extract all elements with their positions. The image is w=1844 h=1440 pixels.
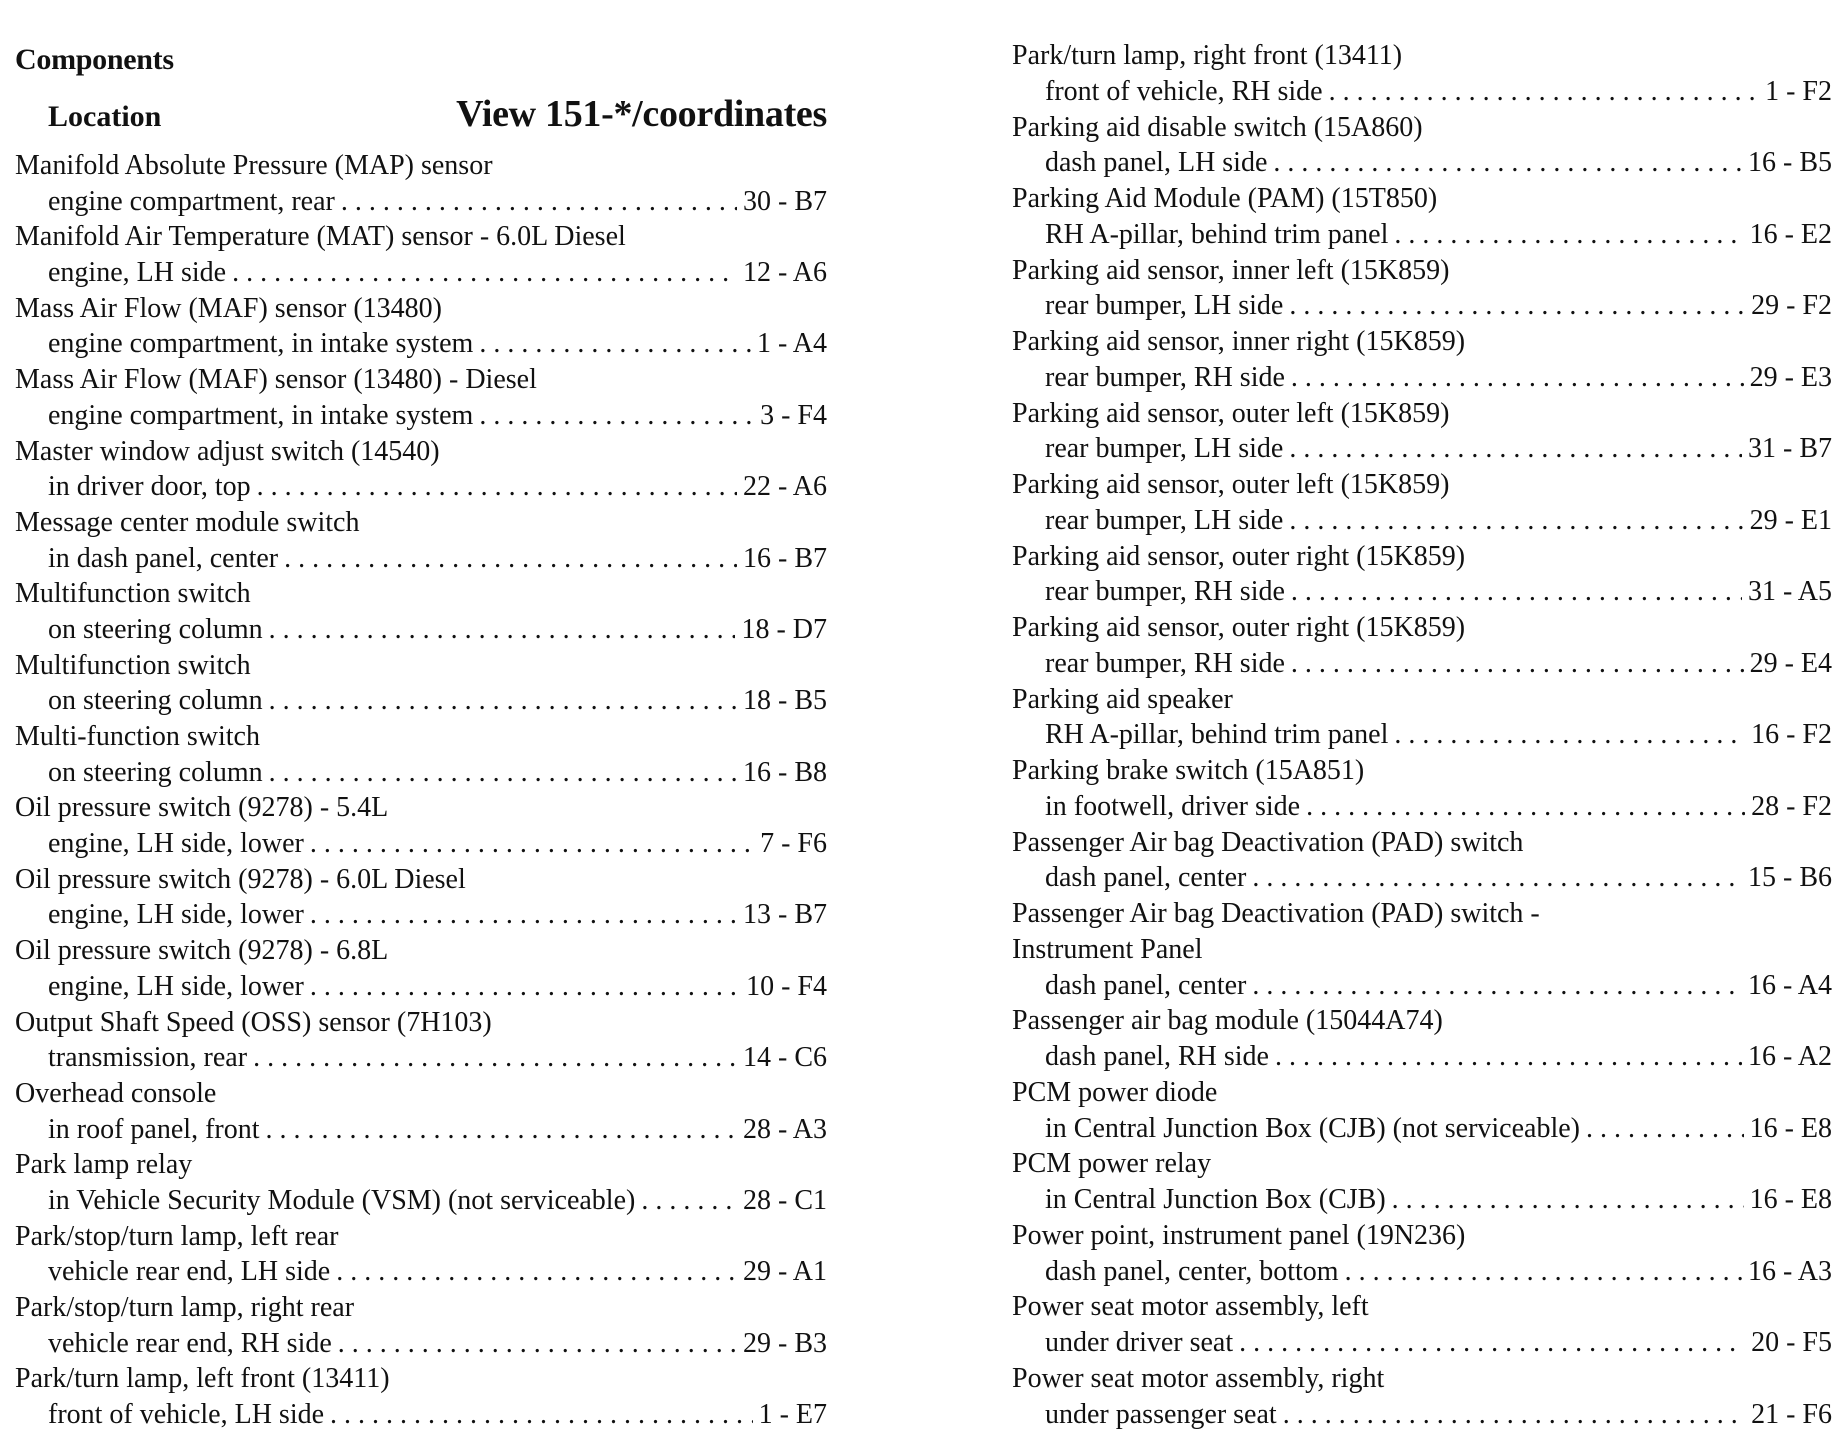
component-name: Power seat motor assembly, left xyxy=(1012,1291,1369,1323)
view-coordinate-ref: 7 - F6 xyxy=(760,828,827,860)
location-row xyxy=(15,969,827,1005)
component-entry xyxy=(15,434,827,505)
location-row xyxy=(15,1254,827,1290)
component-location: RH A-pillar, behind trim panel xyxy=(1045,719,1389,751)
location-row xyxy=(15,469,827,505)
column-header xyxy=(15,84,827,148)
component-entry xyxy=(15,219,827,290)
dot-leader xyxy=(269,683,737,719)
dot-leader xyxy=(266,1112,738,1148)
component-name: Parking aid speaker xyxy=(1012,683,1233,715)
component-entry xyxy=(1012,253,1832,325)
section-title: Components xyxy=(15,43,174,76)
component-entry xyxy=(1012,467,1832,539)
view-coordinate-ref: 22 - A6 xyxy=(743,471,827,503)
component-entry xyxy=(1012,38,1832,110)
component-entry xyxy=(1012,753,1832,825)
component-entry xyxy=(1012,1146,1832,1218)
dot-leader xyxy=(1289,503,1743,539)
location-row xyxy=(1012,431,1832,467)
component-location: in Central Junction Box (CJB) (not serviceable) xyxy=(1045,1112,1580,1144)
dot-leader xyxy=(310,969,740,1005)
component-location: engine compartment, rear xyxy=(48,185,335,217)
component-name: Multifunction switch xyxy=(15,649,251,681)
location-row xyxy=(15,398,827,434)
component-entry xyxy=(1012,396,1832,468)
component-location: dash panel, center, bottom xyxy=(1045,1255,1339,1287)
component-entry xyxy=(1012,1218,1832,1290)
dot-leader xyxy=(1394,217,1743,253)
component-name: Overhead console xyxy=(15,1077,217,1109)
component-entry xyxy=(15,1290,827,1361)
component-entry xyxy=(15,790,827,861)
component-entry xyxy=(15,1219,827,1290)
dot-leader xyxy=(1329,74,1760,110)
component-location: dash panel, RH side xyxy=(1045,1041,1269,1072)
location-row xyxy=(1012,1111,1832,1147)
view-coordinate-ref: 31 - B7 xyxy=(1748,433,1832,465)
view-coordinate-ref: 16 - B5 xyxy=(1748,147,1832,179)
component-entry xyxy=(1012,539,1832,611)
location-row xyxy=(15,1112,827,1148)
component-name: Parking aid sensor, outer left (15K859) xyxy=(1012,397,1450,429)
component-name: Mass Air Flow (MAF) sensor (13480) xyxy=(15,292,442,324)
view-coordinate-ref: 1 - A4 xyxy=(757,328,827,360)
view-coordinate-ref: 15 - B6 xyxy=(1748,862,1832,894)
location-row xyxy=(15,1326,827,1362)
dot-leader xyxy=(330,1397,753,1433)
component-location: in roof panel, front xyxy=(48,1113,260,1145)
view-coordinate-ref: 20 - F5 xyxy=(1751,1327,1832,1358)
dot-leader xyxy=(269,612,736,648)
component-location: rear bumper, LH side xyxy=(1045,504,1284,536)
view-coordinate-ref: 30 - B7 xyxy=(743,185,827,217)
component-entry xyxy=(1012,1003,1832,1075)
dot-leader xyxy=(1586,1111,1744,1147)
component-location: dash panel, LH side xyxy=(1045,147,1268,179)
view-coordinate-ref: 16 - A4 xyxy=(1748,969,1832,1001)
component-name: Passenger Air bag Deactivation (PAD) switch xyxy=(1012,826,1524,858)
dot-leader xyxy=(1394,717,1745,753)
view-coordinate-ref: 14 - C6 xyxy=(743,1042,827,1074)
component-location: rear bumper, RH side xyxy=(1045,361,1285,393)
location-header: Location xyxy=(48,100,162,133)
location-row xyxy=(1012,1254,1832,1290)
component-entry xyxy=(15,148,827,219)
component-name: PCM power diode xyxy=(1012,1076,1218,1108)
view-coordinate-ref: 16 - E8 xyxy=(1749,1112,1832,1144)
component-name: Mass Air Flow (MAF) sensor (13480) - Diesel xyxy=(15,364,537,396)
dot-leader xyxy=(1345,1254,1742,1290)
component-name: Output Shaft Speed (OSS) sensor (7H103) xyxy=(15,1006,492,1038)
dot-leader xyxy=(1291,360,1744,396)
component-name: Parking aid sensor, outer right (15K859) xyxy=(1012,540,1466,572)
component-location: engine, LH side, lower xyxy=(48,828,304,860)
component-entry xyxy=(15,1005,827,1076)
component-location: engine, LH side xyxy=(48,257,227,289)
right-column xyxy=(1012,38,1832,1432)
component-location: rear bumper, LH side xyxy=(1045,433,1284,465)
view-coordinate-ref: 1 - E7 xyxy=(758,1399,827,1431)
component-location: in Vehicle Security Module (VSM) (not serviceable) xyxy=(48,1184,636,1216)
dot-leader xyxy=(1252,968,1742,1004)
dot-leader xyxy=(1289,431,1742,467)
view-coordinate-ref: 18 - D7 xyxy=(741,613,827,645)
location-row xyxy=(1012,217,1832,253)
component-name: PCM power relay xyxy=(1012,1148,1212,1180)
view-coordinate-ref: 29 - E1 xyxy=(1749,504,1832,536)
component-name: Power point, instrument panel (19N236) xyxy=(1012,1219,1466,1251)
location-row xyxy=(15,255,827,291)
location-row xyxy=(15,326,827,362)
component-location: in dash panel, center xyxy=(48,542,279,574)
dot-leader xyxy=(1283,1397,1745,1433)
component-entry xyxy=(1012,682,1832,754)
dot-leader xyxy=(1275,1039,1742,1075)
component-entry xyxy=(1012,181,1832,253)
component-entry xyxy=(1012,825,1832,897)
view-coordinate-ref: 21 - F6 xyxy=(1751,1398,1832,1430)
component-name: Manifold Absolute Pressure (MAP) sensor xyxy=(15,150,493,181)
view-coordinate-ref: 10 - F4 xyxy=(746,970,827,1002)
location-row xyxy=(1012,717,1832,753)
component-name: Oil pressure switch (9278) - 5.4L xyxy=(15,792,389,824)
view-coordinate-ref: 16 - E2 xyxy=(1749,218,1832,250)
component-name: Park/stop/turn lamp, right rear xyxy=(15,1292,355,1323)
location-row xyxy=(1012,145,1832,181)
dot-leader xyxy=(269,755,737,791)
component-entry xyxy=(15,1361,827,1432)
right-entry-list xyxy=(1012,38,1832,1432)
location-row xyxy=(1012,574,1832,610)
component-location: on steering column xyxy=(48,685,263,717)
component-name: Parking aid sensor, inner right (15K859) xyxy=(1012,326,1466,357)
component-name: Message center module switch xyxy=(15,506,360,538)
location-row xyxy=(15,612,827,648)
component-name: Parking brake switch (15A851) xyxy=(1012,755,1365,786)
component-name: Parking aid disable switch (15A860) xyxy=(1012,111,1423,143)
dot-leader xyxy=(336,1254,737,1290)
dot-leader xyxy=(1392,1182,1744,1218)
view-coordinate-ref: 29 - B3 xyxy=(743,1327,827,1359)
component-entry xyxy=(15,862,827,933)
component-location: in driver door, top xyxy=(48,471,251,503)
component-location: rear bumper, RH side xyxy=(1045,576,1285,608)
left-column xyxy=(15,40,827,1433)
dot-leader xyxy=(1289,288,1745,324)
component-name: Oil pressure switch (9278) - 6.8L xyxy=(15,935,389,967)
component-name: Multi-function switch xyxy=(15,721,260,752)
dot-leader xyxy=(479,326,751,362)
location-row xyxy=(1012,503,1832,539)
component-location: vehicle rear end, LH side xyxy=(48,1256,331,1288)
location-row xyxy=(1012,968,1832,1004)
component-location: engine compartment, in intake system xyxy=(48,399,474,431)
component-name: Oil pressure switch (9278) - 6.0L Diesel xyxy=(15,863,466,895)
dot-leader xyxy=(1306,789,1745,825)
dot-leader xyxy=(1291,574,1742,610)
component-entry xyxy=(15,719,827,790)
component-entry xyxy=(1012,1361,1832,1433)
location-row xyxy=(1012,288,1832,324)
location-row xyxy=(15,755,827,791)
dot-leader xyxy=(310,897,737,933)
component-name: Passenger Air bag Deactivation (PAD) switch - xyxy=(1012,898,1540,929)
component-entry xyxy=(15,576,827,647)
dot-leader xyxy=(284,541,737,577)
component-entry xyxy=(15,1076,827,1147)
location-row xyxy=(1012,1182,1832,1218)
view-coordinate-ref: 28 - C1 xyxy=(743,1184,827,1216)
component-name: Multifunction switch xyxy=(15,578,251,610)
component-location: transmission, rear xyxy=(48,1042,248,1074)
component-location: under passenger seat xyxy=(1045,1398,1277,1430)
component-location: on steering column xyxy=(48,613,263,645)
location-row xyxy=(15,826,827,862)
component-location: in Central Junction Box (CJB) xyxy=(1045,1184,1386,1215)
component-name: Park/turn lamp, left front (13411) xyxy=(15,1363,390,1395)
component-entry xyxy=(1012,324,1832,396)
component-location: dash panel, center xyxy=(1045,862,1247,894)
view-coordinate-ref: 16 - A3 xyxy=(1748,1255,1832,1287)
view-coordinate-ref: 16 - B7 xyxy=(743,542,827,574)
component-name: Power seat motor assembly, right xyxy=(1012,1362,1385,1394)
component-location: engine compartment, in intake system xyxy=(48,328,474,360)
component-location: RH A-pillar, behind trim panel xyxy=(1045,218,1389,250)
component-name: Park/turn lamp, right front (13411) xyxy=(1012,40,1403,71)
component-entry xyxy=(1012,1075,1832,1147)
location-row xyxy=(15,541,827,577)
location-row xyxy=(1012,860,1832,896)
view-coordinate-ref: 28 - A3 xyxy=(743,1113,827,1145)
dot-leader xyxy=(341,184,737,220)
component-entry xyxy=(15,933,827,1004)
view-coordinate-ref: 29 - F2 xyxy=(1751,290,1832,322)
component-name: Manifold Air Temperature (MAT) sensor - 6.0L Diesel xyxy=(15,221,626,253)
component-name: Master window adjust switch (14540) xyxy=(15,435,440,467)
location-row xyxy=(15,1040,827,1076)
view-coordinate-ref: 16 - E8 xyxy=(1749,1184,1832,1215)
location-row xyxy=(15,184,827,220)
component-location: front of vehicle, RH side xyxy=(1045,75,1323,107)
view-coordinates-header: View 151-*/coordinates xyxy=(456,93,827,135)
component-location: engine, LH side, lower xyxy=(48,970,304,1002)
view-coordinate-ref: 13 - B7 xyxy=(743,899,827,931)
dot-leader xyxy=(1273,145,1742,181)
location-row xyxy=(1012,74,1832,110)
component-location: in footwell, driver side xyxy=(1045,790,1301,822)
location-row xyxy=(1012,789,1832,825)
component-name: Passenger air bag module (15044A74) xyxy=(1012,1005,1443,1037)
dot-leader xyxy=(641,1183,737,1219)
component-name: Parking Aid Module (PAM) (15T850) xyxy=(1012,183,1438,214)
component-location: vehicle rear end, RH side xyxy=(48,1327,332,1359)
view-coordinate-ref: 29 - A1 xyxy=(743,1256,827,1288)
dot-leader xyxy=(232,255,737,291)
location-row xyxy=(15,1397,827,1433)
component-entry xyxy=(15,291,827,362)
component-entry xyxy=(1012,110,1832,182)
dot-leader xyxy=(310,826,754,862)
location-row xyxy=(15,683,827,719)
component-location: on steering column xyxy=(48,756,263,788)
view-coordinate-ref: 29 - E3 xyxy=(1749,361,1832,393)
location-row xyxy=(1012,1397,1832,1433)
component-location: engine, LH side, lower xyxy=(48,899,304,931)
component-location: front of vehicle, LH side xyxy=(48,1399,325,1431)
dot-leader xyxy=(1252,860,1742,896)
location-row xyxy=(1012,360,1832,396)
component-entry xyxy=(15,362,827,433)
component-location: rear bumper, LH side xyxy=(1045,290,1284,322)
dot-leader xyxy=(479,398,754,434)
view-coordinate-ref: 16 - F2 xyxy=(1751,719,1832,751)
component-location: rear bumper, RH side xyxy=(1045,647,1285,679)
component-name: Parking aid sensor, outer right (15K859) xyxy=(1012,612,1466,643)
component-location: under driver seat xyxy=(1045,1327,1234,1358)
view-coordinate-ref: 1 - F2 xyxy=(1765,75,1832,107)
component-entry xyxy=(15,1147,827,1218)
dot-leader xyxy=(1291,646,1744,682)
view-coordinate-ref: 28 - F2 xyxy=(1751,790,1832,822)
location-row xyxy=(1012,1039,1832,1075)
location-row xyxy=(1012,646,1832,682)
view-coordinate-ref: 16 - B8 xyxy=(743,756,827,788)
view-coordinate-ref: 16 - A2 xyxy=(1748,1041,1832,1072)
view-coordinate-ref: 3 - F4 xyxy=(760,399,827,431)
component-entry xyxy=(1012,610,1832,682)
view-coordinate-ref: 29 - E4 xyxy=(1749,647,1832,679)
location-row xyxy=(15,897,827,933)
view-coordinate-ref: 31 - A5 xyxy=(1748,576,1832,608)
component-name: Parking aid sensor, inner left (15K859) xyxy=(1012,254,1450,286)
component-entry xyxy=(15,648,827,719)
component-entry xyxy=(15,505,827,576)
component-location: dash panel, center xyxy=(1045,969,1247,1001)
view-coordinate-ref: 18 - B5 xyxy=(743,685,827,717)
component-name: Park lamp relay xyxy=(15,1149,193,1181)
component-entry xyxy=(1012,896,1832,1003)
dot-leader xyxy=(253,1040,737,1076)
left-entry-list xyxy=(15,148,827,1433)
component-name: Park/stop/turn lamp, left rear xyxy=(15,1220,339,1252)
component-name: Parking aid sensor, outer left (15K859) xyxy=(1012,469,1450,500)
location-row xyxy=(1012,1325,1832,1361)
component-name-continued: Instrument Panel xyxy=(1012,933,1203,965)
dot-leader xyxy=(1239,1325,1745,1361)
view-coordinate-ref: 12 - A6 xyxy=(743,257,827,289)
component-entry xyxy=(1012,1289,1832,1361)
dot-leader xyxy=(257,469,737,505)
dot-leader xyxy=(338,1326,737,1362)
location-row xyxy=(15,1183,827,1219)
